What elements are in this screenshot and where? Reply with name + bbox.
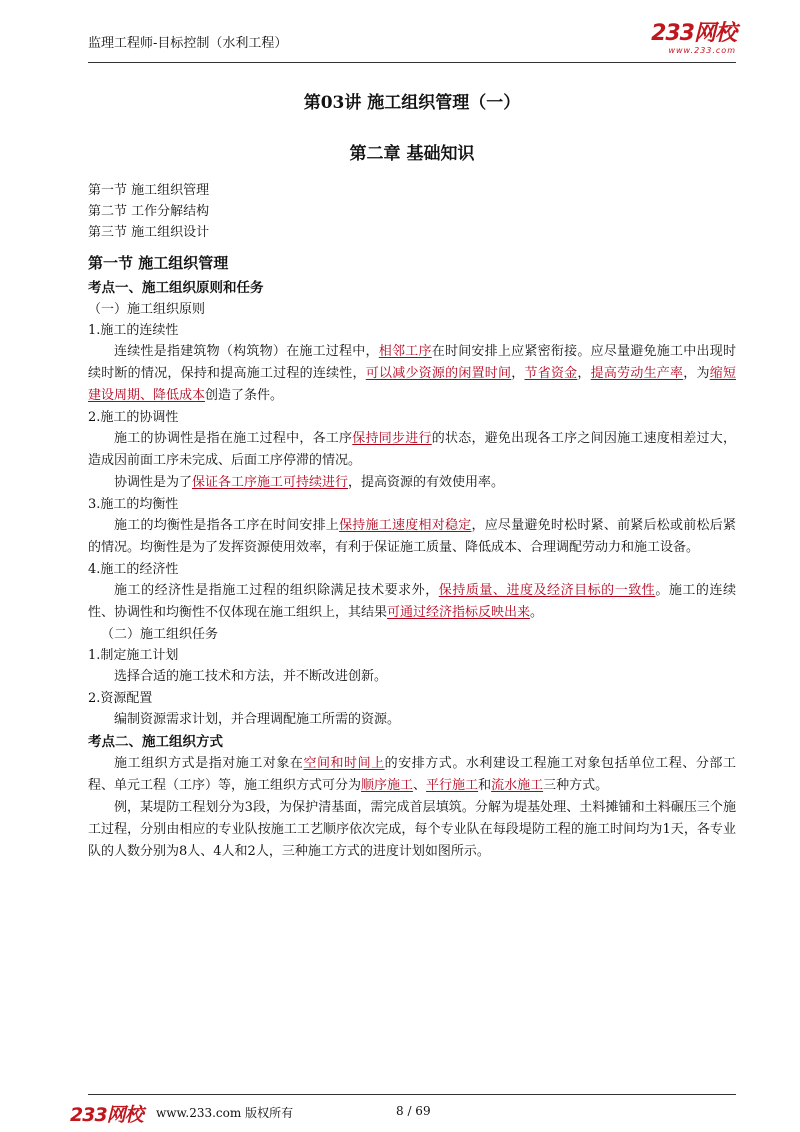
- highlight: 可以减少资源的闲置时间: [365, 366, 512, 381]
- highlight: 相邻工序: [378, 344, 432, 359]
- toc-item: 第一节 施工组织管理: [88, 183, 210, 198]
- highlight: 可通过经济指标反映出来: [387, 605, 531, 620]
- highlight: 保持同步进行: [352, 431, 432, 446]
- lecture-title: 第03讲 施工组织管理（一）: [303, 93, 521, 113]
- header-divider: [88, 62, 736, 63]
- toc-list: [88, 180, 736, 243]
- highlight: 保持施工速度相对稳定: [339, 518, 472, 533]
- text: 施工组织方式是指对施工对象在: [114, 756, 304, 771]
- text: ，应尽量避免时松时紧、前紧后松或前松后紧的情况。均衡性是为了发挥资源使用效率，有利于保证施工质量、降低成本、合理调配劳动力和施工设备。: [88, 518, 736, 555]
- text: 施工的协调性是指在施工过程中，各工序: [114, 431, 353, 446]
- highlight: 平行施工: [426, 778, 479, 793]
- text: 。: [530, 605, 544, 620]
- chapter-title: 第二章 基础知识: [349, 144, 475, 164]
- text: 在时间安排上应紧密衔接。应尽量避免施工中出现时续时断的情况，保持和提高施工过程的连续性，: [88, 344, 736, 381]
- item-heading: 2.资源配置: [88, 691, 153, 706]
- item-heading: 1.施工的连续性: [88, 323, 179, 338]
- highlight: 顺序施工: [361, 778, 414, 793]
- item-heading: 4.施工的经济性: [88, 562, 179, 577]
- paragraph-coordination-2: [88, 472, 736, 494]
- item-heading: 2.施工的协调性: [88, 410, 179, 425]
- text: 、: [413, 778, 427, 793]
- footer-divider: [88, 1094, 736, 1095]
- toc-item: 第二节 工作分解结构: [88, 204, 210, 219]
- highlight: 保证各工序施工可持续进行: [192, 475, 349, 490]
- text: 连续性是指建筑物（构筑物）在施工过程中，: [114, 344, 379, 359]
- highlight: 保持质量、进度及经济目标的一致性: [438, 583, 656, 598]
- brand-logo[interactable]: [651, 22, 736, 56]
- page-header: [88, 20, 736, 62]
- text: 。施工的连续性、协调性和均衡性不仅体现在施工组织上，其结果: [88, 583, 736, 620]
- highlight: 节省资金: [524, 366, 578, 381]
- header-title: 监理工程师-目标控制（水利工程）: [88, 36, 288, 51]
- footer-copyright: www.233.com 版权所有: [156, 1106, 294, 1120]
- text: ，: [511, 366, 525, 381]
- text: ，: [577, 366, 591, 381]
- highlight: 流水施工: [491, 778, 544, 793]
- key-point-heading: 考点一、施工组织原则和任务: [88, 280, 264, 296]
- text: 施工的均衡性是指各工序在时间安排上: [114, 518, 340, 533]
- highlight: 空间和时间上: [303, 756, 385, 771]
- text: 创造了条件。: [205, 388, 284, 403]
- section-heading: 第一节 施工组织管理: [88, 254, 229, 272]
- highlight: 提高劳动生产率: [590, 366, 684, 381]
- paragraph-plan: 选择合适的施工技术和方法，并不断改进创新。: [114, 669, 388, 684]
- footer-logo[interactable]: 233网校: [70, 1104, 143, 1126]
- text: 的安排方式。水利建设工程施工对象包括单位工程、分部工程、单元工程（工序）等，施工组织方式可分为: [88, 756, 736, 793]
- paragraph-continuity: [88, 341, 736, 407]
- paragraph-methods: [88, 753, 736, 797]
- text: ，提高资源的有效使用率。: [348, 475, 505, 490]
- text: 协调性是为了: [114, 475, 193, 490]
- paragraph-resources: 编制资源需求计划，并合理调配施工所需的资源。: [114, 712, 401, 727]
- sub-heading: （一）施工组织原则: [88, 302, 206, 317]
- paragraph-balance: [88, 515, 736, 559]
- key-point-heading: 考点二、施工组织方式: [88, 734, 223, 750]
- text: 的状态，避免出现各工序之间因施工速度相差过大，造成因前面工序未完成、后面工序停滞的情况。: [88, 431, 736, 468]
- sub-heading: （二）施工组织任务: [101, 627, 219, 642]
- item-heading: 1.制定施工计划: [88, 648, 179, 663]
- paragraph-coordination: [88, 428, 736, 472]
- highlight: 缩短建设周期、降低成本: [88, 366, 736, 403]
- toc-item: 第三节 施工组织设计: [88, 225, 210, 240]
- paragraph-example: 例，某堤防工程划分为3段，为保护清基面，需完成首层填筑。分解为堤基处理、土料摊铺和土料碾压三个施工过程，分别由相应的专业队按施工工艺顺序依次完成，每个专业队在每段堤防工程的施工时间均为1天，各专业队的人数分别为8人、4人和2人，三种施工方式的进度计划如图所示。: [88, 800, 736, 859]
- text: 施工的经济性是指施工过程的组织除满足技术要求外，: [114, 583, 439, 598]
- page-content: [88, 88, 736, 863]
- item-heading: 3.施工的均衡性: [88, 497, 179, 512]
- page-footer: [70, 1100, 736, 1124]
- logo-url: www.233.com: [668, 46, 736, 55]
- paragraph-economy: [88, 580, 736, 624]
- text: ，为: [683, 366, 710, 381]
- text: 和: [478, 778, 492, 793]
- page-number: 8 / 69: [396, 1104, 431, 1118]
- logo-mark: 233网校: [651, 21, 736, 46]
- text: 三种方式。: [543, 778, 609, 793]
